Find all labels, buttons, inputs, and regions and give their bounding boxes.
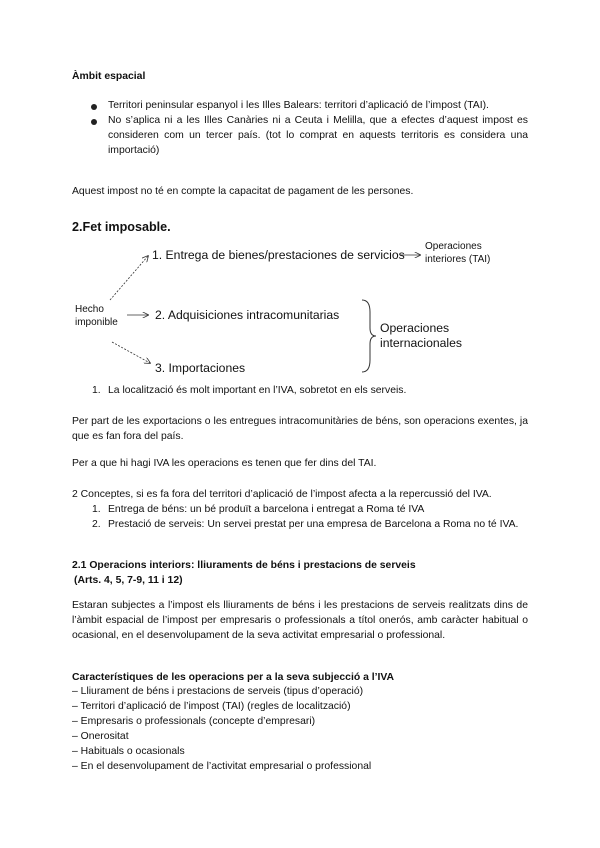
- section-heading-2-1: 2.1 Operacions interiors: lliuraments de béns i prestacions de serveis: [72, 560, 416, 571]
- diagram-item-1-result: Operaciones interiores (TAI): [425, 241, 491, 265]
- conceptes-intro: 2 Conceptes, si es fa fora del territori d’aplicació de l’impost afecta a la repercussió del IVA.: [72, 489, 492, 500]
- curly-bracket: [362, 300, 376, 372]
- diagram-item-3: 3. Importaciones: [155, 361, 246, 375]
- caracteristica-item: – Empresaris o professionals (concepte d’empresari): [72, 716, 316, 727]
- section-arts: (Arts. 4, 5, 7-9, 11 i 12): [74, 575, 183, 586]
- diagram-item-2: 2. Adquisiciones intracomunitarias: [155, 308, 340, 322]
- ambit-bullet-1: Territori peninsular espanyol i les Illes Balears: territori d’aplicació de l’impost (TAI).: [108, 100, 489, 111]
- section-heading-fet: 2.Fet imposable.: [72, 220, 171, 234]
- subjectes-paragraph: Estaran subjectes a l’impost els lliuraments de béns i les prestacions de serveis realitzats dins de l’àmbit espacial de l’impost per empresaris o professionals a títol onerós, amb caràcter habitual o ocasional, en el desenvolupament de la seva activitat empresarial o professional.: [72, 600, 528, 641]
- tai-paragraph: Per a que hi hagi IVA les operacions es tenen que fer dins del TAI.: [72, 458, 377, 469]
- caracteristica-item: – Habituals o ocasionals: [72, 746, 185, 757]
- diagram-source-label: Hecho imponible: [75, 304, 118, 328]
- caracteristiques-heading: Característiques de les operacions per a la seva subjecció a l’IVA: [72, 672, 395, 683]
- ambit-note: Aquest impost no té en compte la capacitat de pagament de les persones.: [72, 186, 414, 197]
- arrow-to-item3: [112, 342, 150, 363]
- caracteristica-item: – Territori d’aplicació de l’impost (TAI) (regles de localització): [72, 701, 351, 712]
- diagram-bracket-label: Operaciones internacionales: [380, 321, 462, 350]
- arrow-to-item1: [110, 256, 148, 300]
- localitzacio-item: La localització és molt important en l’IVA, sobretot en els serveis.: [108, 385, 407, 396]
- ambit-bullet-2: No s’aplica ni a les Illes Canàries ni a Ceuta i Melilla, que a efectes d’aquest impost es consideren com un tercer país. (tot lo comprat en aquests territoris es considera una importació): [108, 115, 528, 156]
- list-number: 2.: [92, 519, 101, 530]
- caracteristica-item: – Onerositat: [72, 731, 129, 742]
- caracteristica-item: – En el desenvolupament de l’activitat empresarial o professional: [72, 761, 372, 772]
- concepte-prestacio: Prestació de serveis: Un servei prestat per una empresa de Barcelona a Roma no té IVA.: [108, 519, 519, 530]
- list-number: 1.: [92, 385, 101, 396]
- diagram-item-1: 1. Entrega de bienes/prestaciones de servicios: [152, 248, 405, 262]
- exportacions-paragraph: Per part de les exportacions o les entregues intracomunitàries de béns, son operacions exentes, ja que es fan fora del país.: [72, 416, 528, 442]
- section-heading-ambit: Àmbit espacial: [72, 71, 146, 82]
- caracteristica-item: – Lliurament de béns i prestacions de serveis (tipus d’operació): [72, 686, 364, 697]
- concepte-entrega: Entrega de béns: un bé produït a barcelona i entregat a Roma té IVA: [108, 504, 425, 515]
- list-number: 1.: [92, 504, 101, 515]
